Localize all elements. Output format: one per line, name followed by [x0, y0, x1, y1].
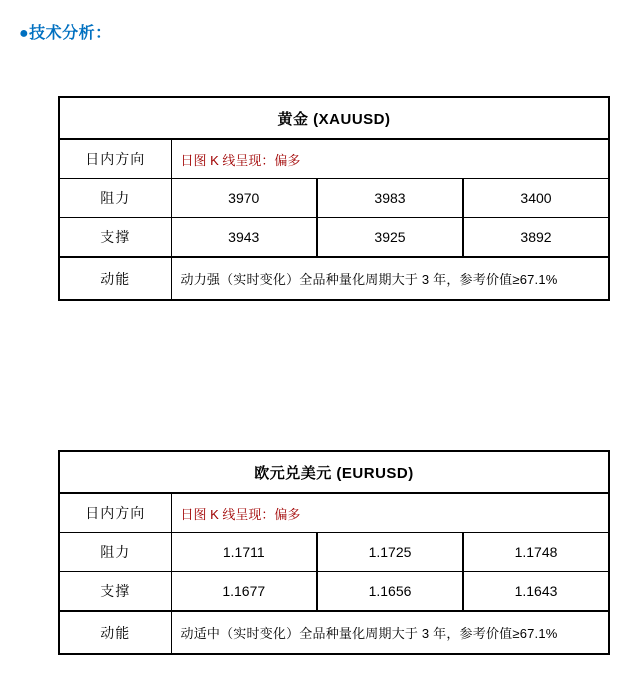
resistance-value-1: 1.1711	[171, 533, 317, 572]
resistance-value-2: 3983	[317, 179, 463, 218]
table-row	[59, 139, 609, 179]
direction-value: 日图 K 线呈现：偏多	[171, 493, 609, 533]
section-title: ●技术分析：	[19, 25, 112, 42]
table-row	[59, 97, 609, 139]
support-label: 支撑	[59, 218, 171, 258]
resistance-label: 阻力	[59, 533, 171, 572]
support-value-3: 1.1643	[463, 572, 609, 612]
support-value-3: 3892	[463, 218, 609, 258]
direction-label: 日内方向	[59, 493, 171, 533]
momentum-value: 动适中（实时变化）全品种量化周期大于 3 年，参考价值≥67.1%	[171, 611, 609, 654]
direction-label: 日内方向	[59, 139, 171, 179]
table-row	[59, 611, 609, 654]
table-row	[59, 533, 609, 572]
gold-analysis-table	[58, 96, 610, 301]
resistance-label: 阻力	[59, 179, 171, 218]
table-row	[59, 572, 609, 612]
resistance-value-3: 1.1748	[463, 533, 609, 572]
support-value-2: 1.1656	[317, 572, 463, 612]
resistance-value-2: 1.1725	[317, 533, 463, 572]
resistance-value-1: 3970	[171, 179, 317, 218]
table-row	[59, 257, 609, 300]
momentum-value: 动力强（实时变化）全品种量化周期大于 3 年，参考价值≥67.1%	[171, 257, 609, 300]
momentum-label: 动能	[59, 611, 171, 654]
table-row	[59, 493, 609, 533]
table-row	[59, 451, 609, 493]
support-value-1: 1.1677	[171, 572, 317, 612]
momentum-label: 动能	[59, 257, 171, 300]
table-title-eurusd: 欧元兑美元 (EURUSD)	[59, 451, 609, 493]
support-value-2: 3925	[317, 218, 463, 258]
direction-value: 日图 K 线呈现：偏多	[171, 139, 609, 179]
resistance-value-3: 3400	[463, 179, 609, 218]
table-row	[59, 218, 609, 258]
table-row	[59, 179, 609, 218]
support-value-1: 3943	[171, 218, 317, 258]
support-label: 支撑	[59, 572, 171, 612]
eurusd-analysis-table	[58, 450, 610, 655]
table-title-gold: 黄金 (XAUUSD)	[59, 97, 609, 139]
